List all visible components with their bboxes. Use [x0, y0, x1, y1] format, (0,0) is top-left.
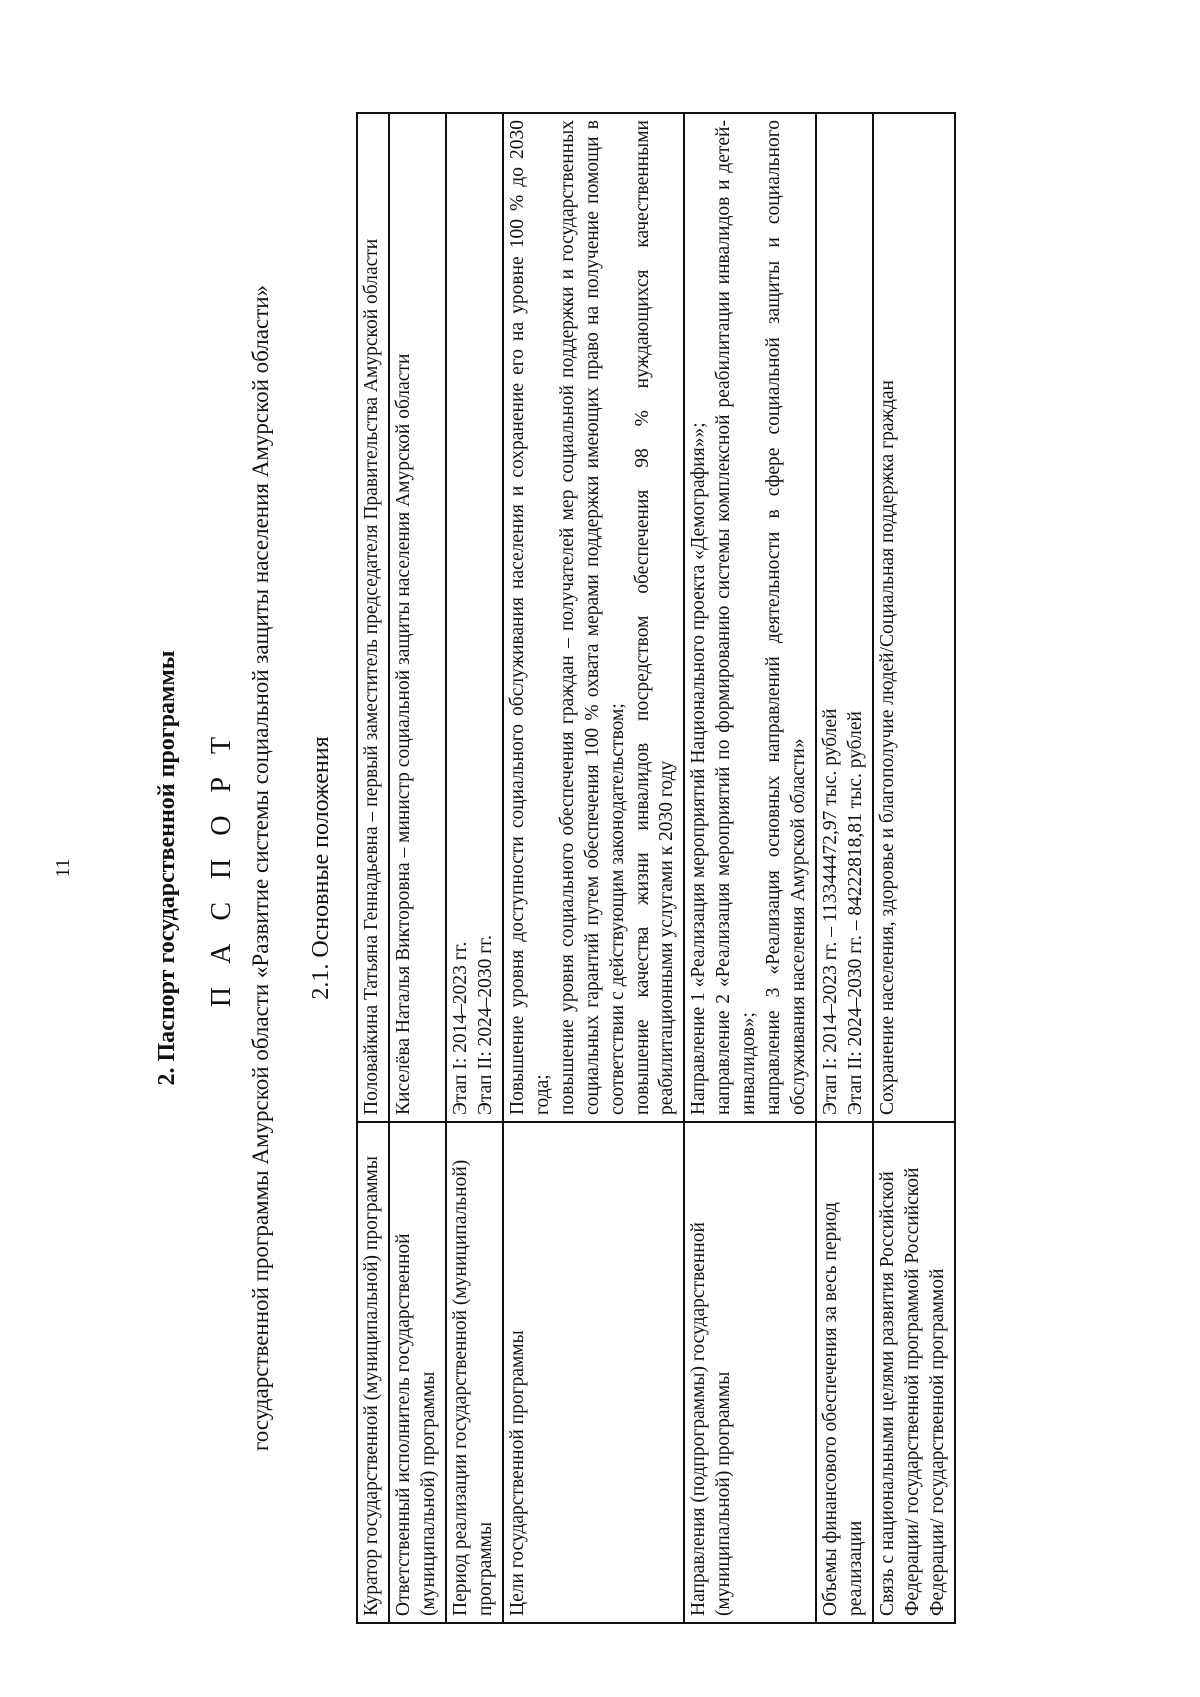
- value-line: повышение качества жизни инвалидов посредством обеспечения 98 % нуждающихся качественными реабилитационными услугами к 2030 году: [631, 120, 678, 1115]
- row-label: Цели государственной программы: [503, 1122, 685, 1623]
- row-label: Ответственный исполнитель государственной (муниципальной) программы: [389, 1122, 446, 1623]
- value-line: Этап I: 2014–2023 гг. – 113344472,97 тыс. рублей: [820, 708, 842, 1115]
- value-line: направление 2 «Реализация мероприятий по формированию системы комплексной реабилитации инвалидов и детей-инвалидов»;: [713, 120, 760, 1115]
- value-line: Повышение уровня доступности социального обслуживания населения и сохранение его на уровне 100 % до 2030 года;: [506, 120, 553, 1115]
- value-line: Этап II: 2024–2030 гг. – 84222818,81 тыс. рублей: [845, 711, 867, 1115]
- table-row: [357, 113, 389, 1623]
- table-row: [446, 113, 503, 1623]
- section-title: 2. Паспорт государственной программы: [154, 650, 180, 1086]
- value-line: Сохранение населения, здоровье и благополучие людей/Социальная поддержка граждан: [877, 380, 899, 1115]
- row-value: [389, 113, 446, 1122]
- row-label: Период реализации государственной (муниципальной) программы: [446, 1122, 503, 1623]
- row-value: [816, 113, 873, 1122]
- row-value: [684, 113, 816, 1122]
- program-name: государственной программы Амурской области «Развитие системы социальной защиты населения Амурской области»: [248, 284, 273, 1452]
- table-row: [389, 113, 446, 1623]
- value-line: Этап I: 2014–2023 гг.: [449, 941, 471, 1115]
- scanned-page-rotated: [26, 68, 1166, 1668]
- passport-table: [356, 112, 956, 1624]
- row-value: [446, 113, 503, 1122]
- row-label: Объемы финансового обеспечения за весь период реализации: [816, 1122, 873, 1623]
- table-row: [873, 113, 955, 1623]
- value-line: Направление 1 «Реализация мероприятий Национального проекта «Демография»»;: [688, 422, 710, 1115]
- value-line: Этап II: 2024–2030 гг.: [474, 935, 496, 1115]
- row-value: [503, 113, 685, 1122]
- value-line: Половайкина Татьяна Геннадьевна – первый заместитель председателя Правительства Амурской области: [361, 238, 382, 1115]
- row-value: [357, 113, 389, 1122]
- page-number: 11: [52, 858, 74, 878]
- value-line: Киселёва Наталья Викторовна – министр социальной защиты населения Амурской области: [392, 353, 414, 1115]
- value-line: повышение уровня социального обеспечения граждан – получателей мер социальной поддержки и государственных социальных гарантий путем обеспечения 100 % охвата мерами поддержки имеющих право на получение помощи в соответствии с действующим законодательством;: [556, 120, 628, 1115]
- row-label: Направления (подпрограммы) государственной (муниципальной) программы: [684, 1122, 816, 1623]
- table-row: [816, 113, 873, 1623]
- table-row: [503, 113, 685, 1623]
- value-line: направление 3 «Реализация основных направлений деятельности в сфере социальной защиты и социального обслуживания населения Амурской области»: [763, 120, 810, 1115]
- row-label: Куратор государственной (муниципальной) программы: [357, 1122, 389, 1623]
- row-value: [873, 113, 955, 1122]
- table-row: [684, 113, 816, 1623]
- row-label: Связь с национальными целями развития Российской Федерации/ государственной программой Российской Федерации/ государственной программой: [873, 1122, 955, 1623]
- passport-heading: П А С П О Р Т: [206, 728, 237, 1008]
- subsection-title: 2.1. Основные положения: [308, 736, 334, 1000]
